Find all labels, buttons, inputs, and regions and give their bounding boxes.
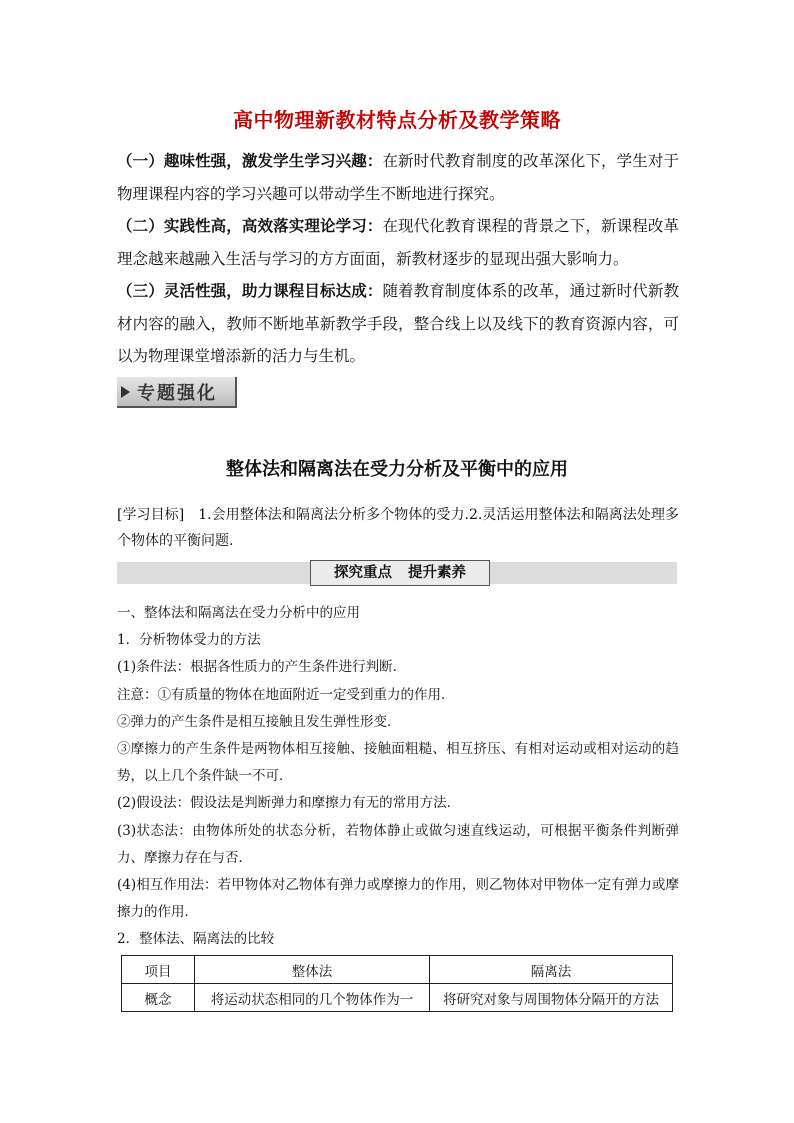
body-paragraph: (2)假设法：假设法是判断弹力和摩擦力有无的常用方法． <box>117 795 461 812</box>
table-cell: 概念 <box>122 984 195 1012</box>
intro-section <box>117 145 679 373</box>
body-paragraph: 注意：①有质量的物体在地面附近一定受到重力的作用． <box>117 686 455 703</box>
section-label-a: 探究重点 <box>334 565 392 581</box>
comparison-table <box>121 955 673 1012</box>
learning-goals <box>117 502 679 554</box>
body-text <box>117 600 679 954</box>
table-header-cell: 隔离法 <box>430 956 673 984</box>
topic-banner <box>117 377 237 408</box>
goals-tag: [学习目标] <box>117 507 185 523</box>
intro-point-text: 在新时代教育制度的改革深化下，学生对于物理课程内容的学习兴趣可以带动学生不断地进行探究。 <box>117 152 679 203</box>
body-paragraph: 2．整体法、隔离法的比较 <box>117 931 275 948</box>
topic-title: 整体法和隔离法在受力分析及平衡中的应用 <box>226 459 568 480</box>
intro-point-1 <box>117 145 679 210</box>
article-title: 高中物理新教材特点分析及教学策略 <box>233 108 561 132</box>
intro-point-heading: （三）灵活性强，助力课程目标达成： <box>117 281 383 300</box>
body-paragraph: 1．分析物体受力的方法 <box>117 632 261 649</box>
intro-point-text: 在现代化教育课程的背景之下，新课程改革理念越来越融入生活与学习的方方面面，新教材逐步的显现出强大影响力。 <box>117 217 679 268</box>
body-paragraph: (3)状态法：由物体所处的状态分析，若物体静止或做匀速直线运动，可根据平衡条件判断弹力、摩擦力存在与否． <box>117 822 679 866</box>
table-cell: 将运动状态相同的几个物体作为一 <box>195 984 430 1012</box>
goals-text: 1.会用整体法和隔离法分析多个物体的受力.2.灵活运用整体法和隔离法处理多个物体的平衡问题. <box>117 507 679 549</box>
body-paragraph: ③摩擦力的产生条件是两物体相互接触、接触面粗糙、相互挤压、有相对运动或相对运动的趋势，以上几个条件缺一不可． <box>117 741 679 785</box>
body-paragraph: 一、整体法和隔离法在受力分析中的应用 <box>117 605 360 621</box>
table-header-row <box>122 956 673 984</box>
intro-point-heading: （二）实践性高，高效落实理论学习： <box>117 216 383 235</box>
section-heading <box>310 560 490 586</box>
intro-point-heading: （一）趣味性强，激发学生学习兴趣： <box>117 151 383 170</box>
table-row <box>122 984 673 1012</box>
banner-label: 专题强化 <box>137 383 217 404</box>
body-paragraph: (1)条件法：根据各性质力的产生条件进行判断． <box>117 659 407 676</box>
body-paragraph: (4)相互作用法：若甲物体对乙物体有弹力或摩擦力的作用，则乙物体对甲物体一定有弹力或摩擦力的作用． <box>117 877 679 921</box>
intro-point-3 <box>117 275 679 373</box>
section-label-b: 提升素养 <box>408 565 466 581</box>
table-header-cell: 项目 <box>122 956 195 984</box>
intro-point-text: 随着教育制度体系的改革，通过新时代新教材内容的融入，教师不断地革新教学手段，整合线上以及线下的教育资源内容，可以为物理课堂增添新的活力与生机。 <box>117 282 679 365</box>
body-paragraph: ②弹力的产生条件是相互接触且发生弹性形变． <box>117 713 401 730</box>
play-triangle-icon <box>121 386 130 398</box>
table-cell: 将研究对象与周围物体分隔开的方法 <box>430 984 673 1012</box>
table-header-cell: 整体法 <box>195 956 430 984</box>
intro-point-2 <box>117 210 679 275</box>
